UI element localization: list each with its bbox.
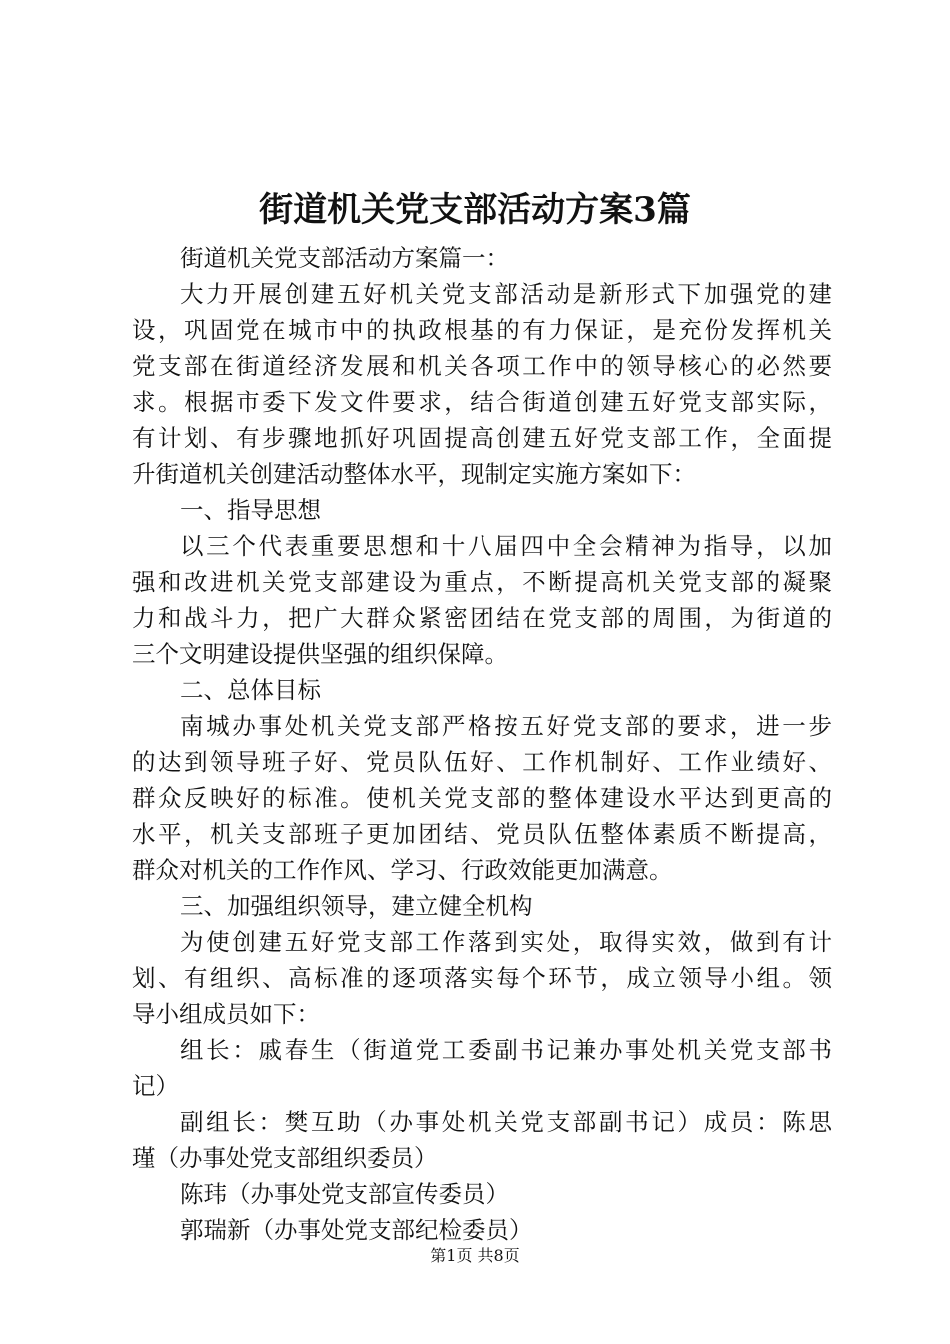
text-line: 力和战斗力，把广大群众紧密团结在党支部的周围，为街道的 [132, 604, 832, 632]
text-line: 有计划、有步骤地抓好巩固提高创建五好党支部工作，全面提 [132, 424, 832, 452]
text-line: 求。根据市委下发文件要求，结合街道创建五好党支部实际， [132, 388, 832, 416]
text-line: 瑾（办事处党支部组织委员） [132, 1144, 438, 1172]
text-line: 导小组成员如下： [132, 1000, 320, 1028]
text-line: 水平，机关支部班子更加团结、党员队伍整体素质不断提高， [132, 820, 832, 848]
section-heading: 一、指导思想 [180, 496, 321, 524]
text-line: 划、有组织、高标准的逐项落实每个环节，成立领导小组。领 [132, 964, 832, 992]
text-line: 陈玮（办事处党支部宣传委员） [180, 1180, 509, 1208]
section-heading: 二、总体目标 [180, 676, 321, 704]
text-line: 记） [132, 1072, 179, 1100]
text-line: 群众反映好的标准。使机关党支部的整体建设水平达到更高的 [132, 784, 832, 812]
text-line: 组长：戚春生（街道党工委副书记兼办事处机关党支部书 [180, 1036, 832, 1064]
text-line: 群众对机关的工作作风、学习、行政效能更加满意。 [132, 856, 673, 884]
text-line: 南城办事处机关党支部严格按五好党支部的要求，进一步 [180, 712, 832, 740]
text-line: 党支部在街道经济发展和机关各项工作中的领导核心的必然要 [132, 352, 832, 380]
text-line: 大力开展创建五好机关党支部活动是新形式下加强党的建 [180, 280, 832, 308]
text-line: 的达到领导班子好、党员队伍好、工作机制好、工作业绩好、 [132, 748, 832, 776]
text-line: 以三个代表重要思想和十八届四中全会精神为指导，以加 [180, 532, 832, 560]
text-line: 设，巩固党在城市中的执政根基的有力保证，是充份发挥机关 [132, 316, 832, 344]
text-line: 郭瑞新（办事处党支部纪检委员） [180, 1216, 533, 1244]
text-line: 强和改进机关党支部建设为重点，不断提高机关党支部的凝聚 [132, 568, 832, 596]
text-line: 街道机关党支部活动方案篇一： [180, 244, 509, 272]
text-line: 副组长：樊互助（办事处机关党支部副书记）成员：陈思 [180, 1108, 832, 1136]
text-line: 三个文明建设提供坚强的组织保障。 [132, 640, 508, 668]
text-line: 升街道机关创建活动整体水平，现制定实施方案如下： [132, 460, 696, 488]
page-footer: 第1页 共8页 [430, 1246, 520, 1265]
section-heading: 三、加强组织领导，建立健全机构 [180, 892, 533, 920]
page-title: 街道机关党支部活动方案3篇 [259, 190, 691, 230]
text-line: 为使创建五好党支部工作落到实处，取得实效，做到有计 [180, 928, 832, 956]
